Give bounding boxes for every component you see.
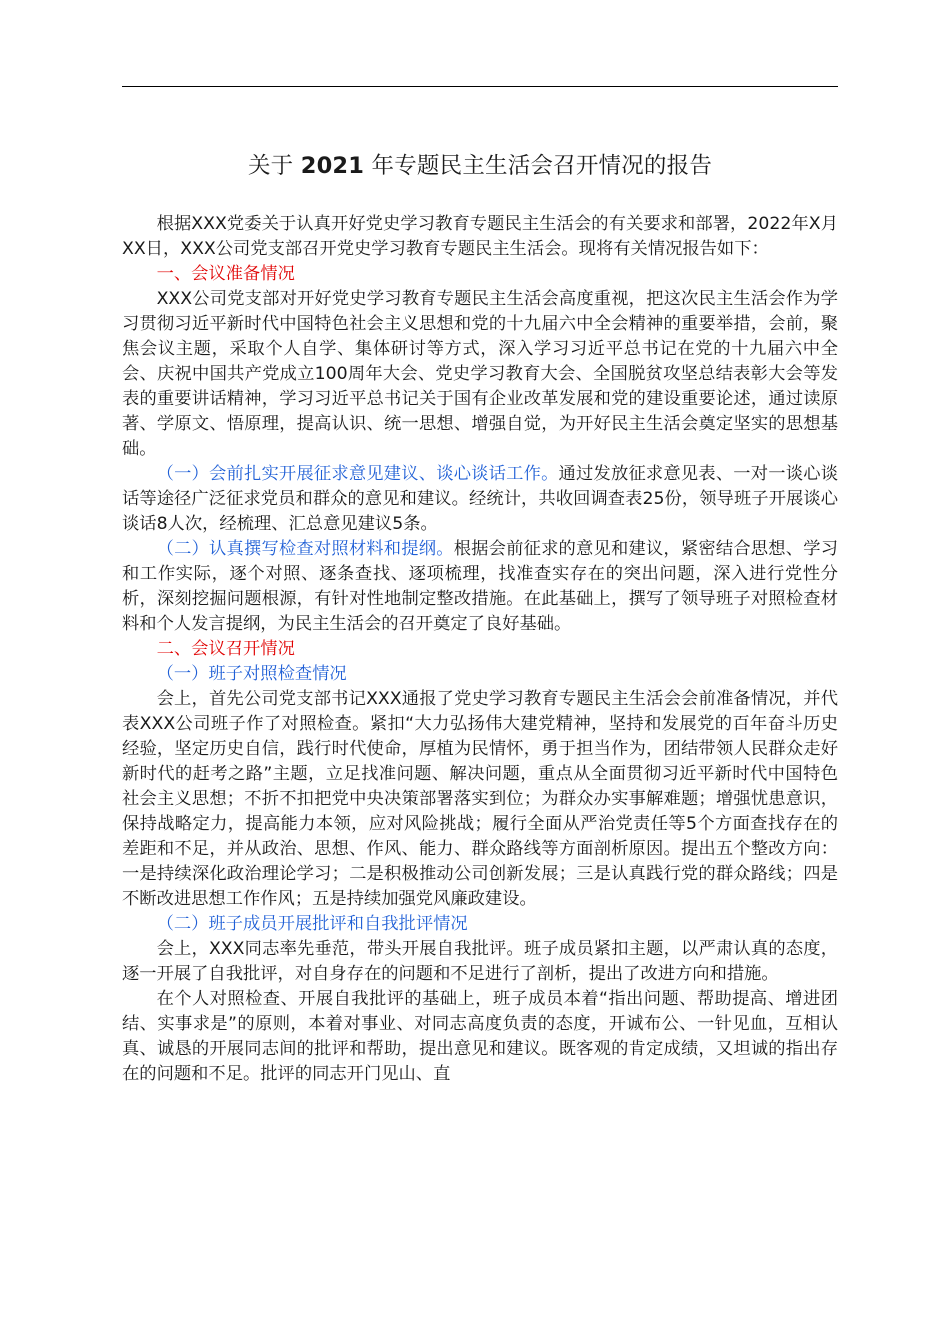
title-suffix: 年专题民主生活会召开情况的报告 — [371, 153, 713, 179]
subheading-criticism: （二）班子成员开展批评和自我批评情况 — [156, 914, 468, 934]
opinion-collection-lead: （一）会前扎实开展征求意见建议、谈心谈话工作。 — [156, 464, 559, 484]
criticism-paragraph-2: 在个人对照检查、开展自我批评的基础上，班子成员本着“指出问题、帮助提高、增进团结、实事求是”的原则，本着对事业、对同志高度负责的态度，开诚布公、一针见血，互相认真、诚恳的开展同志间的批评和帮助，提出意见和建议。既客观的肯定成绩，又坦诚的指出存在的问题和不足。批评的同志开门见山、直 — [122, 989, 838, 1084]
opinion-collection-paragraph — [122, 462, 838, 537]
title-year: 2021 — [300, 153, 365, 179]
section-heading-meeting: 二、会议召开情况 — [156, 639, 295, 659]
document-body — [122, 212, 838, 1087]
header-rule — [122, 86, 838, 87]
intro-paragraph: 根据XXX党委关于认真开好党史学习教育专题民主生活会的有关要求和部署，2022年X月XX日，XXX公司党支部召开党史学习教育专题民主生活会。现将有关情况报告如下： — [122, 214, 838, 259]
materials-body: 根据会前征求的意见和建议，紧密结合思想、学习和工作实际，逐个对照、逐条查找、逐项梳理，找准查实存在的突出问题，深入进行党性分析，深刻挖掘问题根源，有针对性地制定整改措施。在此基础上，撰写了领导班子对照检查材料和个人发言提纲，为民主生活会的召开奠定了良好基础。 — [122, 539, 838, 634]
document-title — [122, 150, 838, 182]
opinion-collection-body: 通过发放征求意见表、一对一谈心谈话等途径广泛征求党员和群众的意见和建议。经统计，共收回调查表25份，领导班子开展谈心谈话8人次，经梳理、汇总意见建议5条。 — [122, 464, 838, 534]
criticism-paragraph-1: 会上，XXX同志率先垂范，带头开展自我批评。班子成员紧扣主题，以严肃认真的态度，逐一开展了自我批评，对自身存在的问题和不足进行了剖析，提出了改进方向和措施。 — [122, 939, 838, 984]
materials-paragraph — [122, 537, 838, 637]
title-prefix: 关于 — [247, 153, 294, 179]
team-review-paragraph: 会上，首先公司党支部书记XXX通报了党史学习教育专题民主生活会会前准备情况，并代表XXX公司班子作了对照检查。紧扣“大力弘扬伟大建党精神，坚持和发展党的百年奋斗历史经验，坚定历史自信，践行时代使命，厚植为民情怀，勇于担当作为，团结带领人民群众走好新时代的赶考之路”主题，立足找准问题、解决问题，重点从全面贯彻习近平新时代中国特色社会主义思想；不折不扣把党中央决策部署落实到位；为群众办实事解难题；增强忧患意识，保持战略定力，提高能力本领，应对风险挑战；履行全面从严治党责任等5个方面查找存在的差距和不足，并从政治、思想、作风、能力、群众路线等方面剖析原因。提出五个整改方向：一是持续深化政治理论学习；二是积极推动公司创新发展；三是认真践行党的群众路线；四是不断改进思想工作作风；五是持续加强党风廉政建设。 — [122, 689, 838, 909]
materials-lead: （二）认真撰写检查对照材料和提纲。 — [156, 539, 454, 559]
section-heading-preparation: 一、会议准备情况 — [156, 264, 295, 284]
preparation-paragraph: XXX公司党支部对开好党史学习教育专题民主生活会高度重视，把这次民主生活会作为学习贯彻习近平新时代中国特色社会主义思想和党的十九届六中全会精神的重要举措，会前，聚焦会议主题，采取个人自学、集体研讨等方式，深入学习习近平总书记在党的十九届六中全会、庆祝中国共产党成立100周年大会、党史学习教育大会、全国脱贫攻坚总结表彰大会等发表的重要讲话精神，学习习近平总书记关于国有企业改革发展和党的建设重要论述，通过读原著、学原文、悟原理，提高认识、统一思想、增强自觉，为开好民主生活会奠定坚实的思想基础。 — [122, 289, 838, 459]
subheading-team-review: （一）班子对照检查情况 — [156, 664, 347, 684]
